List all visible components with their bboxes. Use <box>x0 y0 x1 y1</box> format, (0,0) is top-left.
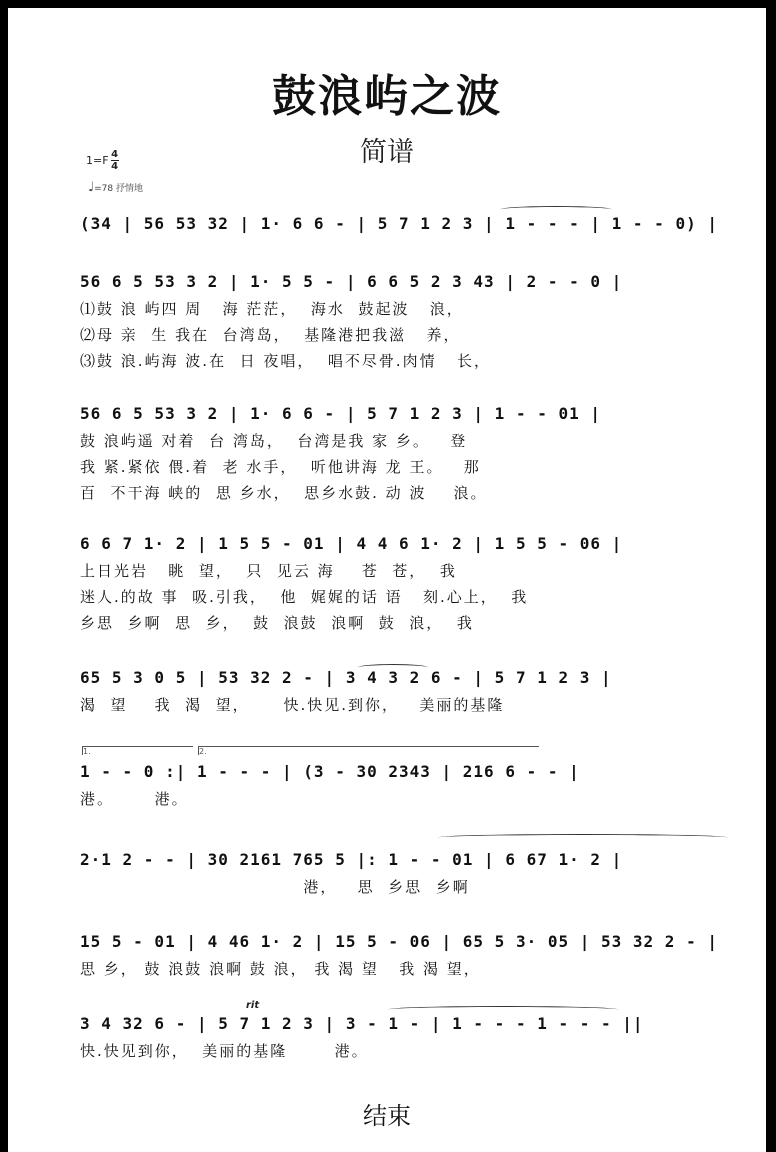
notation-line-1: (34 | 56 53 32 | 1· 6 6 - | 5 7 1 2 3 | 1 - - - | 1 - - 0) | <box>80 214 718 233</box>
notation-line-4: 6 6 7 1· 2 | 1 5 5 - 01 | 4 4 6 1· 2 | 1 5 5 - 06 | <box>80 534 623 553</box>
notation-line-7: 2·1 2 - - | 30 2161 765 5 |: 1 - - 01 | 6 67 1· 2 | <box>80 850 623 869</box>
score-page <box>8 8 766 1152</box>
slur-mark <box>358 664 428 671</box>
notation-line-2: 56 6 5 53 3 2 | 1· 5 5 - | 6 6 5 2 3 43 | 2 - - 0 | <box>80 272 623 291</box>
volta-second-ending: 2. <box>198 746 539 755</box>
end-label: 结束 <box>363 1102 411 1130</box>
volta-first-ending: 1. <box>82 746 193 755</box>
quarter-note-icon: ♩ <box>88 180 95 195</box>
time-signature <box>111 150 119 171</box>
time-bottom: 4 <box>111 161 119 172</box>
tempo-marking <box>88 180 143 195</box>
lyric-line-2-2: ⑵母 亲 生 我在 台湾岛， 基隆港把我滋 养， <box>80 326 461 344</box>
rit-marking: rit <box>246 1000 260 1011</box>
lyric-line-9-1: 快.快见到你， 美丽的基隆 港。 <box>80 1042 369 1060</box>
notation-line-9: 3 4 32 6 - | 5 7 1 2 3 | 3 - 1 - | 1 - - - 1 - - - || <box>80 1014 644 1033</box>
notation-line-8: 15 5 - 01 | 4 46 1· 2 | 15 5 - 06 | 65 5 3· 05 | 53 32 2 - | <box>80 932 718 951</box>
slur-mark <box>388 1006 618 1013</box>
lyric-line-3-2: 我 紧.紧依 偎.着 老 水手， 听他讲海 龙 王。 那 <box>80 458 481 476</box>
lyric-line-5-1: 渴 望 我 渴 望， 快.快见.到你， 美丽的基隆 <box>80 696 505 714</box>
slur-mark <box>500 206 612 213</box>
lyric-line-8-1: 思 乡， 鼓 浪鼓 浪啊 鼓 浪， 我 渴 望 我 渴 望， <box>80 960 481 978</box>
tempo-text: 抒情地 <box>116 184 144 194</box>
slur-mark <box>438 834 728 841</box>
song-title: 鼓浪屿之波 <box>272 71 502 122</box>
tempo-value: =78 <box>94 184 114 194</box>
lyric-line-2-3: ⑶鼓 浪.屿海 波.在 日 夜唱， 唱不尽骨.肉情 长， <box>80 352 491 370</box>
lyric-line-4-1: 上日光岩 眺 望， 只 见云 海 苍 苍， 我 <box>80 562 457 580</box>
notation-line-3: 56 6 5 53 3 2 | 1· 6 6 - | 5 7 1 2 3 | 1 - - 01 | <box>80 404 602 423</box>
lyric-line-4-3: 乡思 乡啊 思 乡， 鼓 浪鼓 浪啊 鼓 浪， 我 <box>80 614 474 632</box>
notation-line-6: 1 - - 0 :| 1 - - - | (3 - 30 2343 | 216 6 - - | <box>80 762 580 781</box>
lyric-line-2-1: ⑴鼓 浪 屿四 周 海 茫茫， 海水 鼓起波 浪， <box>80 300 464 318</box>
time-top: 4 <box>111 149 119 160</box>
score-subtitle: 简谱 <box>360 137 414 168</box>
lyric-line-6-1: 港。 港。 <box>80 790 189 808</box>
lyric-line-4-2: 迷人.的故 事 吸.引我， 他 娓娓的话 语 刻.心上， 我 <box>80 588 529 606</box>
notation-line-5: 65 5 3 0 5 | 53 32 2 - | 3 4 3 2 6 - | 5 7 1 2 3 | <box>80 668 612 687</box>
lyric-line-3-3: 百 不干海 峡的 思 乡水， 思乡水鼓. 动 波 浪。 <box>80 484 488 502</box>
lyric-line-3-1: 鼓 浪屿遥 对着 台 湾岛， 台湾是我 家 乡。 登 <box>80 432 468 450</box>
key-label: 1=F <box>86 154 109 167</box>
key-signature <box>86 150 119 171</box>
lyric-line-7-1: 港， 思 乡思 乡啊 <box>80 878 470 896</box>
